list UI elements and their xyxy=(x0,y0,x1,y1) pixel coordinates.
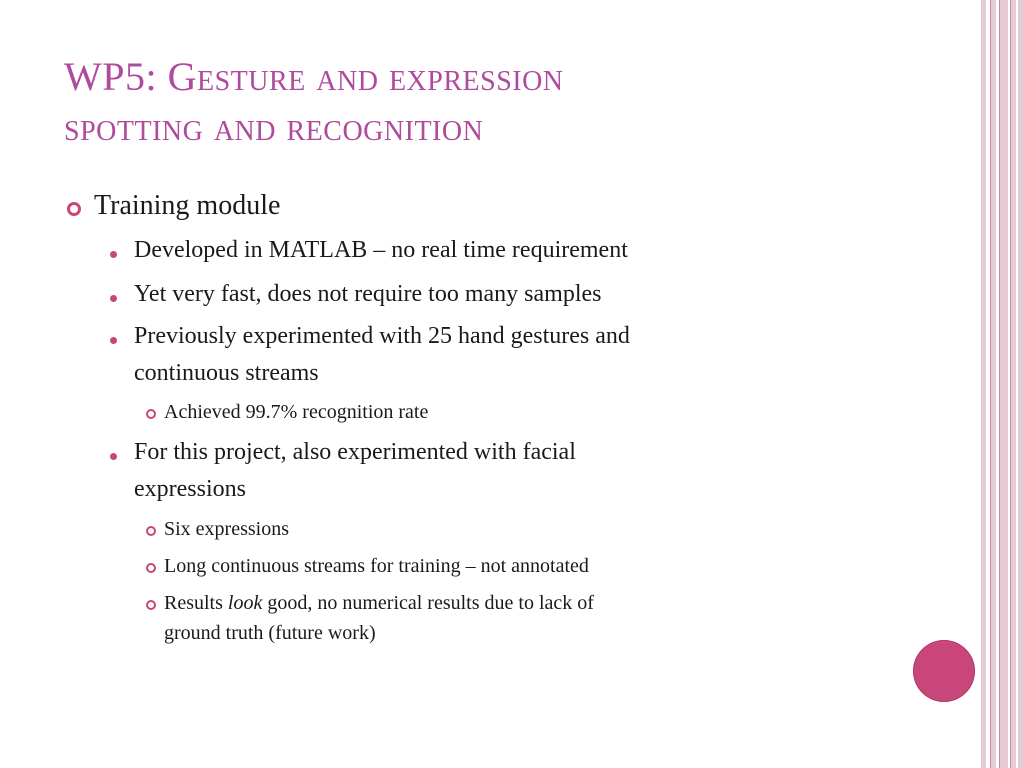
slide-title-line-1: WP5: Gesture and expression xyxy=(64,54,564,99)
bullet-dot-icon xyxy=(110,337,117,344)
bullet-ring-small-icon xyxy=(146,563,156,573)
bullet-training-module: Training module xyxy=(94,190,281,221)
bullet-results xyxy=(164,592,594,615)
bullet-long-streams: Long continuous streams for training – not annotated xyxy=(164,555,589,577)
bullet-results-look: look xyxy=(227,592,263,614)
bullet-results-pre: Results xyxy=(164,592,228,614)
bullet-ring-icon xyxy=(67,202,81,216)
bullet-project-line-1: For this project, also experimented with facial xyxy=(134,439,576,465)
bullet-previously-line-1: Previously experimented with 25 hand gestures and xyxy=(134,323,630,349)
decorative-stripe-line xyxy=(999,0,1000,768)
bullet-ring-small-icon xyxy=(146,600,156,610)
bullet-six-expressions: Six expressions xyxy=(164,518,289,540)
bullet-ring-small-icon xyxy=(146,526,156,536)
bullet-dot-icon xyxy=(110,453,117,460)
bullet-project-line-2: expressions xyxy=(134,476,246,502)
bullet-results-line-2: ground truth (future work) xyxy=(164,622,376,644)
decorative-stripe-line xyxy=(1010,0,1011,768)
slide-title xyxy=(64,52,944,152)
bullet-developed: Developed in MATLAB – no real time requirement xyxy=(134,237,628,263)
bullet-previously-line-2: continuous streams xyxy=(134,360,319,386)
bullet-fast: Yet very fast, does not require too many samples xyxy=(134,281,602,307)
decorative-stripe-gap xyxy=(1016,0,1018,768)
bullet-achieved: Achieved 99.7% recognition rate xyxy=(164,401,429,423)
bullet-dot-icon xyxy=(110,251,117,258)
bullet-ring-small-icon xyxy=(146,409,156,419)
bullet-results-post: good, no numerical results due to lack of xyxy=(262,592,594,614)
slide-title-line-2: spotting and recognition xyxy=(64,104,484,149)
decorative-circle xyxy=(913,640,975,702)
bullet-dot-icon xyxy=(110,295,117,302)
decorative-stripe-line xyxy=(990,0,991,768)
